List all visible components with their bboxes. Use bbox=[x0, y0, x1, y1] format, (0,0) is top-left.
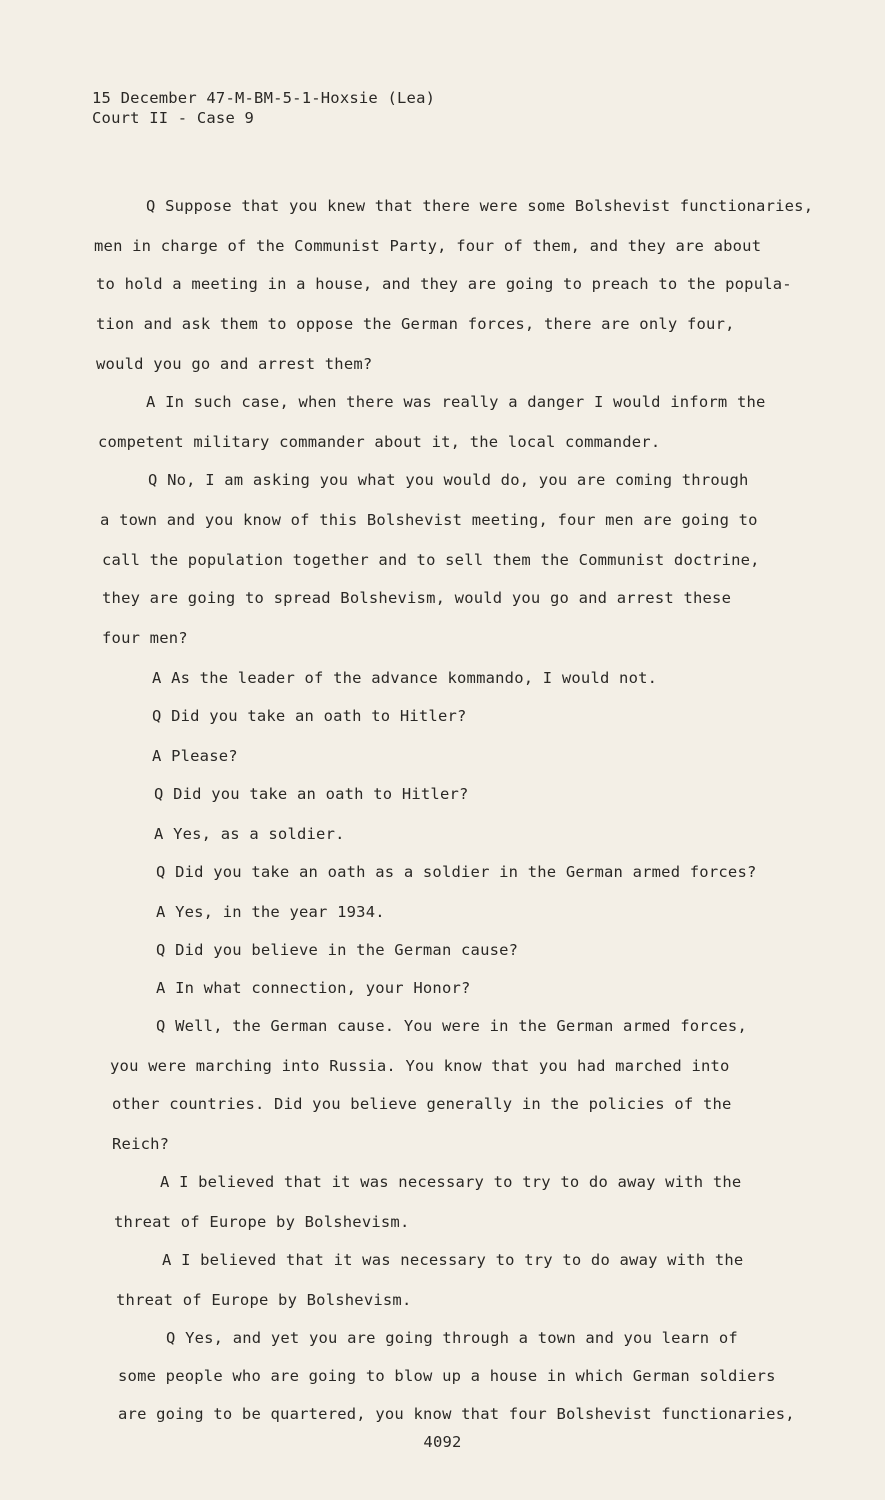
transcript-line: would you go and arrest them? bbox=[96, 355, 373, 373]
transcript-line: to hold a meeting in a house, and they are going to preach to the popula- bbox=[96, 275, 792, 293]
transcript-line: Reich? bbox=[112, 1135, 170, 1153]
transcript-line: Q No, I am asking you what you would do, you are coming through bbox=[148, 471, 749, 489]
transcript-line: other countries. Did you believe generally in the policies of the bbox=[112, 1095, 732, 1113]
transcript-line: A I believed that it was necessary to try to do away with the bbox=[162, 1251, 744, 1269]
transcript-line: A I believed that it was necessary to try to do away with the bbox=[160, 1173, 742, 1191]
transcript-line: Q Did you take an oath as a soldier in the German armed forces? bbox=[156, 863, 757, 881]
page-number: 4092 bbox=[423, 1433, 462, 1451]
transcript-line: Q Yes, and yet you are going through a town and you learn of bbox=[166, 1329, 738, 1347]
transcript-line: four men? bbox=[102, 629, 188, 647]
header-court-line: Court II - Case 9 bbox=[92, 109, 255, 127]
transcript-line: you were marching into Russia. You know that you had marched into bbox=[110, 1057, 730, 1075]
header-date-line: 15 December 47-M-BM-5-1-Hoxsie (Lea) bbox=[92, 89, 436, 107]
transcript-line: Q Did you believe in the German cause? bbox=[156, 941, 519, 959]
transcript-line: threat of Europe by Bolshevism. bbox=[116, 1291, 412, 1309]
transcript-line: Q Suppose that you knew that there were some Bolshevist functionaries, bbox=[146, 197, 814, 215]
transcript-line: threat of Europe by Bolshevism. bbox=[114, 1213, 410, 1231]
transcript-line: they are going to spread Bolshevism, would you go and arrest these bbox=[102, 589, 732, 607]
transcript-line: Q Did you take an oath to Hitler? bbox=[154, 785, 469, 803]
transcript-line: Q Well, the German cause. You were in the German armed forces, bbox=[156, 1017, 747, 1035]
transcript-line: competent military commander about it, the local commander. bbox=[98, 433, 661, 451]
transcript-line: Q Did you take an oath to Hitler? bbox=[152, 707, 467, 725]
transcript-line: tion and ask them to oppose the German forces, there are only four, bbox=[96, 315, 735, 333]
transcript-line: a town and you know of this Bolshevist meeting, four men are going to bbox=[100, 511, 758, 529]
transcript-line: A In such case, when there was really a danger I would inform the bbox=[146, 393, 766, 411]
transcript-line: A Please? bbox=[152, 747, 238, 765]
transcript-line: A Yes, as a soldier. bbox=[154, 825, 345, 843]
transcript-line: call the population together and to sell them the Communist doctrine, bbox=[102, 551, 760, 569]
transcript-line: some people who are going to blow up a house in which German soldiers bbox=[118, 1367, 776, 1385]
transcript-line: A Yes, in the year 1934. bbox=[156, 903, 385, 921]
transcript-line: A In what connection, your Honor? bbox=[156, 979, 471, 997]
transcript-line: A As the leader of the advance kommando, I would not. bbox=[152, 669, 658, 687]
transcript-line: men in charge of the Communist Party, four of them, and they are about bbox=[94, 237, 762, 255]
transcript-line: are going to be quartered, you know that four Bolshevist functionaries, bbox=[118, 1405, 795, 1423]
